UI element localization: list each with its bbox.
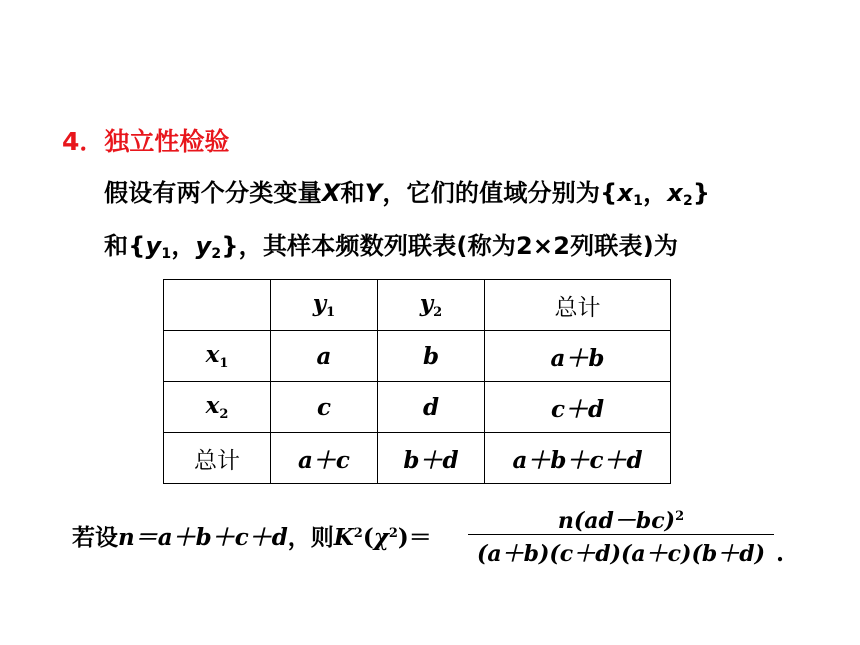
- row-total: c＋d: [485, 382, 671, 433]
- sup: 2: [675, 509, 685, 524]
- row-label: [164, 382, 271, 433]
- numerator-text: n(ad－bc): [557, 508, 676, 534]
- table-footer-row: [164, 433, 671, 484]
- var-y1: y: [145, 232, 162, 260]
- sub: 2: [433, 305, 443, 320]
- x-label: x: [205, 392, 220, 419]
- row-label: [164, 331, 271, 382]
- var-x2: x: [667, 179, 683, 207]
- formula-lead: [72, 519, 432, 552]
- denominator: (a＋b)(c＋d)(a＋c)(b＋d): [476, 541, 766, 567]
- header-total: 总计: [485, 280, 671, 331]
- header-y1: [271, 280, 378, 331]
- sup: 2: [353, 526, 363, 541]
- y-label: y: [419, 290, 434, 317]
- cell: c: [271, 382, 378, 433]
- numerator: [468, 500, 774, 534]
- table-header-row: [164, 280, 671, 331]
- text: 假设有两个分类变量: [104, 179, 322, 207]
- sub: 1: [161, 246, 172, 262]
- separator: ，: [171, 232, 196, 260]
- brace: }: [692, 179, 711, 207]
- grand-total: a＋b＋c＋d: [485, 433, 671, 484]
- fraction: [468, 500, 774, 573]
- section-heading: 4．独立性检验: [62, 127, 230, 156]
- text: }，其样本频数列联表(称为2×2列联表)为: [221, 232, 679, 260]
- text: ，它们的值域分别为{: [382, 179, 618, 207]
- sub: 2: [211, 246, 222, 262]
- sub: 1: [633, 193, 644, 209]
- header-y2: [378, 280, 485, 331]
- separator: ，: [643, 179, 668, 207]
- sub: 2: [682, 193, 693, 209]
- paren: (: [362, 524, 374, 551]
- text: 若设: [72, 525, 118, 551]
- row-total: a＋b: [485, 331, 671, 382]
- paragraph-line-2: [104, 226, 678, 262]
- var-chi: χ: [373, 524, 389, 551]
- cell: a: [271, 331, 378, 382]
- text: 则: [310, 525, 334, 551]
- sup: 2: [388, 526, 398, 541]
- y-label: y: [312, 290, 327, 317]
- x-label: x: [205, 341, 220, 368]
- text: 和: [340, 179, 365, 207]
- corner-cell: [164, 280, 271, 331]
- chi-square-formula: [72, 500, 832, 580]
- text: ，: [287, 525, 311, 551]
- column-total: a＋c: [271, 433, 378, 484]
- var-K: K: [333, 524, 354, 551]
- var-X: X: [321, 179, 341, 207]
- sub: 1: [326, 305, 336, 320]
- table-row: [164, 331, 671, 382]
- var-Y: Y: [364, 179, 383, 207]
- table-row: [164, 382, 671, 433]
- sub: 1: [219, 356, 229, 371]
- column-total: b＋d: [378, 433, 485, 484]
- footer-label: 总计: [164, 433, 271, 484]
- cell: d: [378, 382, 485, 433]
- n-definition: n＝a＋b＋c＋d: [118, 524, 288, 551]
- paragraph-line-1: [104, 173, 710, 209]
- period: .: [776, 540, 785, 567]
- paren-equals: )＝: [397, 524, 432, 551]
- sub: 2: [219, 407, 229, 422]
- contingency-table: [163, 279, 671, 484]
- text: 和{: [104, 232, 146, 260]
- var-x1: x: [617, 179, 634, 207]
- var-y2: y: [195, 232, 212, 260]
- cell: b: [378, 331, 485, 382]
